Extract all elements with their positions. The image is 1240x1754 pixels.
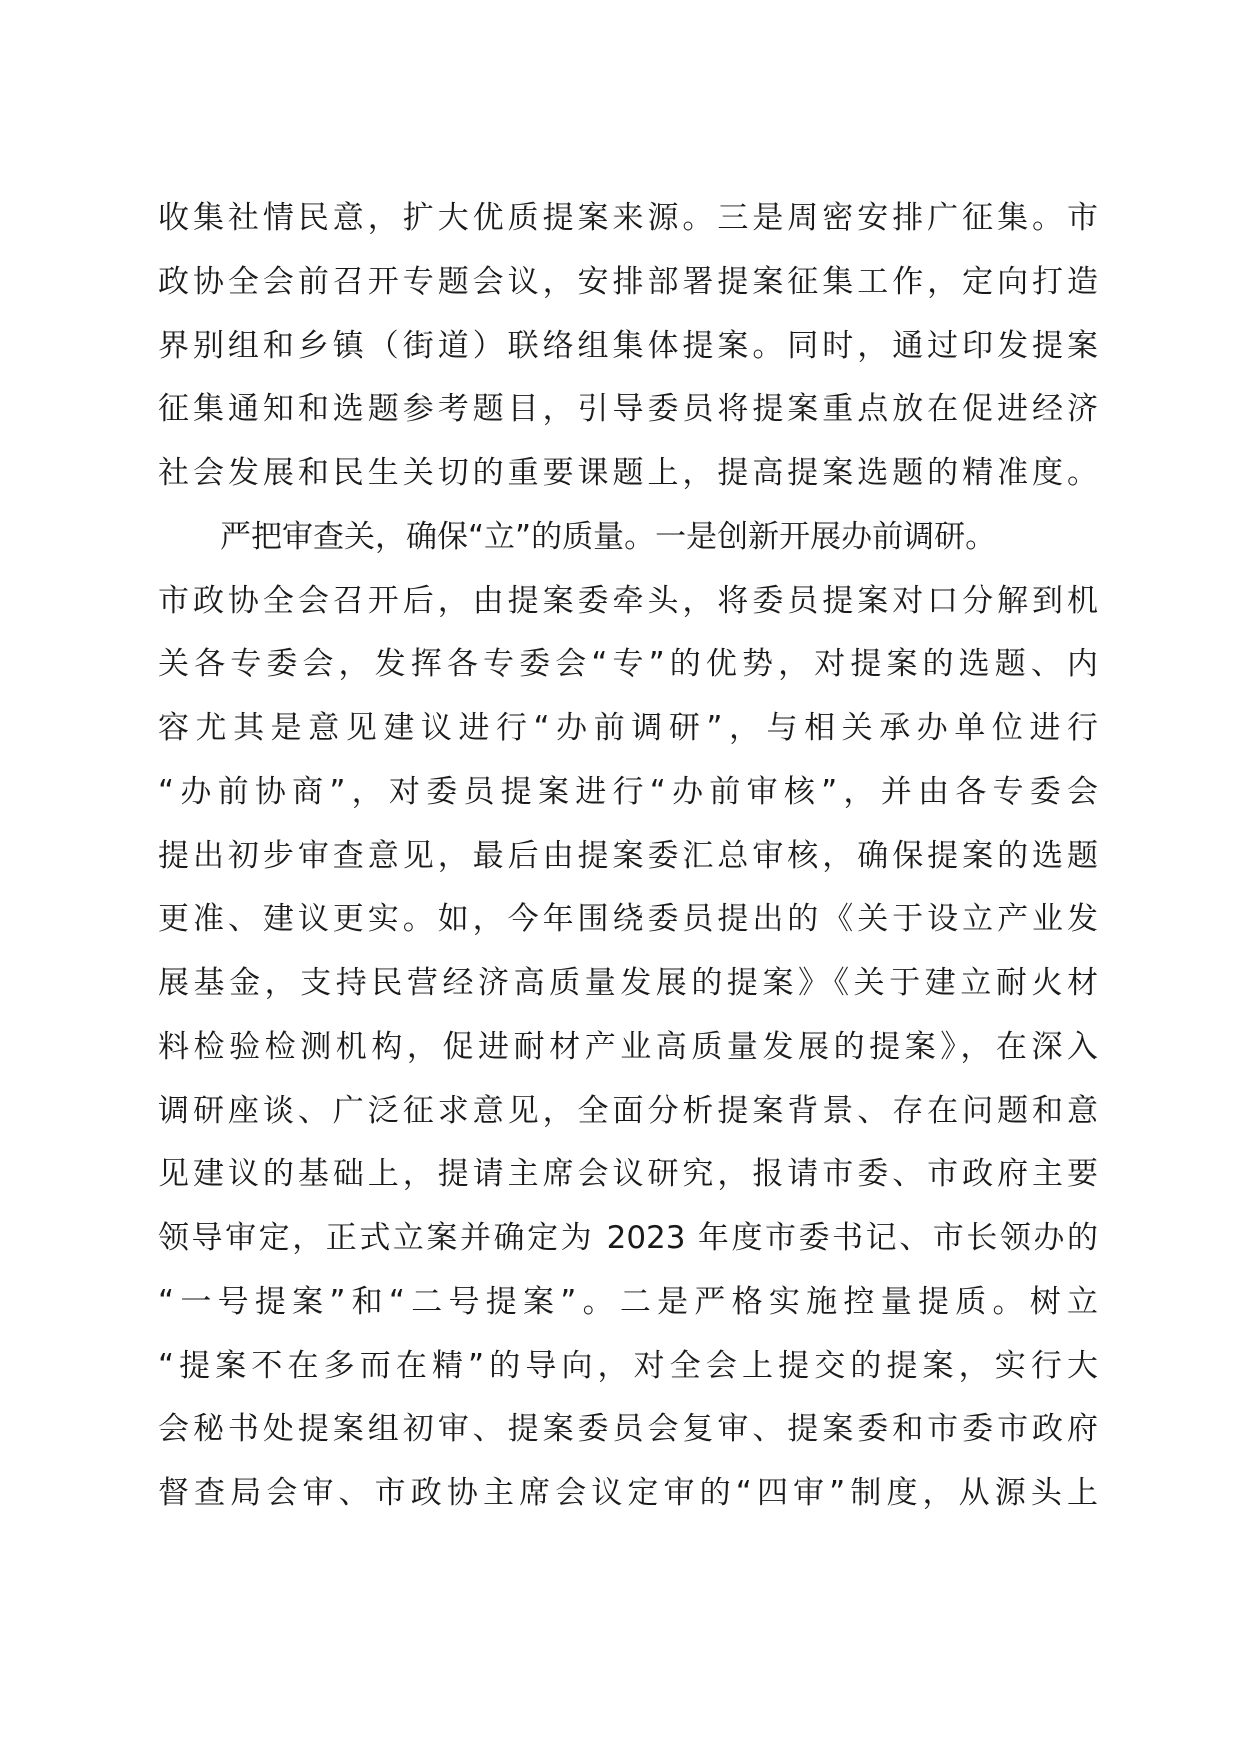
body-text: [158, 187, 1098, 1526]
text-line: 督查局会审、市政协主席会议定审的“四审”制度，从源头上: [158, 1475, 1098, 1511]
text-line: 展基金，支持民营经济高质量发展的提案》《关于建立耐火材: [158, 965, 1098, 1001]
paragraph-2: [158, 506, 1098, 1526]
text-line: “一号提案”和“二号提案”。二是严格实施控量提质。树立: [158, 1283, 1098, 1320]
text-line: 料检验检测机构，促进耐材产业高质量发展的提案》，在深入: [158, 1028, 1098, 1065]
text-line: 调研座谈、广泛征求意见，全面分析提案背景、存在问题和意: [158, 1092, 1098, 1129]
text-line: “办前协商”，对委员提案进行“办前审核”，并由各专委会: [158, 773, 1098, 810]
text-line: 收集社情民意，扩大优质提案来源。三是周密安排广征集。市: [158, 200, 1098, 236]
text-line: 界别组和乡镇（街道）联络组集体提案。同时，通过印发提案: [158, 327, 1098, 364]
text-line: 政协全会前召开专题会议，安排部署提案征集工作，定向打造: [158, 263, 1098, 300]
text-line: 会秘书处提案组初审、提案委员会复审、提案委和市委市政府: [158, 1411, 1098, 1448]
text-line: 更准、建议更实。如，今年围绕委员提出的《关于设立产业发: [158, 901, 1098, 938]
text-line: “提案不在多而在精”的导向，对全会上提交的提案，实行大: [158, 1347, 1098, 1384]
text-line: 关各专委会，发挥各专委会“专”的优势，对提案的选题、内: [158, 646, 1098, 683]
text-line: 市政协全会召开后，由提案委牵头，将委员提案对口分解到机: [158, 582, 1098, 619]
text-line: 见建议的基础上，提请主席会议研究，报请市委、市政府主要: [158, 1156, 1098, 1193]
text-line: 领导审定，正式立案并确定为 2023 年度市委书记、市长领办的: [158, 1220, 1098, 1256]
paragraph-heading-line: 严把审查关，确保“立”的质量。一是创新开展办前调研。: [220, 518, 997, 555]
paragraph-1: [158, 187, 1098, 506]
text-line: 社会发展和民生关切的重要课题上，提高提案选题的精准度。: [158, 455, 1098, 491]
text-line: 提出初步审查意见，最后由提案委汇总审核，确保提案的选题: [158, 837, 1098, 874]
text-line: 容尤其是意见建议进行“办前调研”，与相关承办单位进行: [158, 710, 1098, 746]
text-line: 征集通知和选题参考题目，引导委员将提案重点放在促进经济: [158, 391, 1098, 428]
